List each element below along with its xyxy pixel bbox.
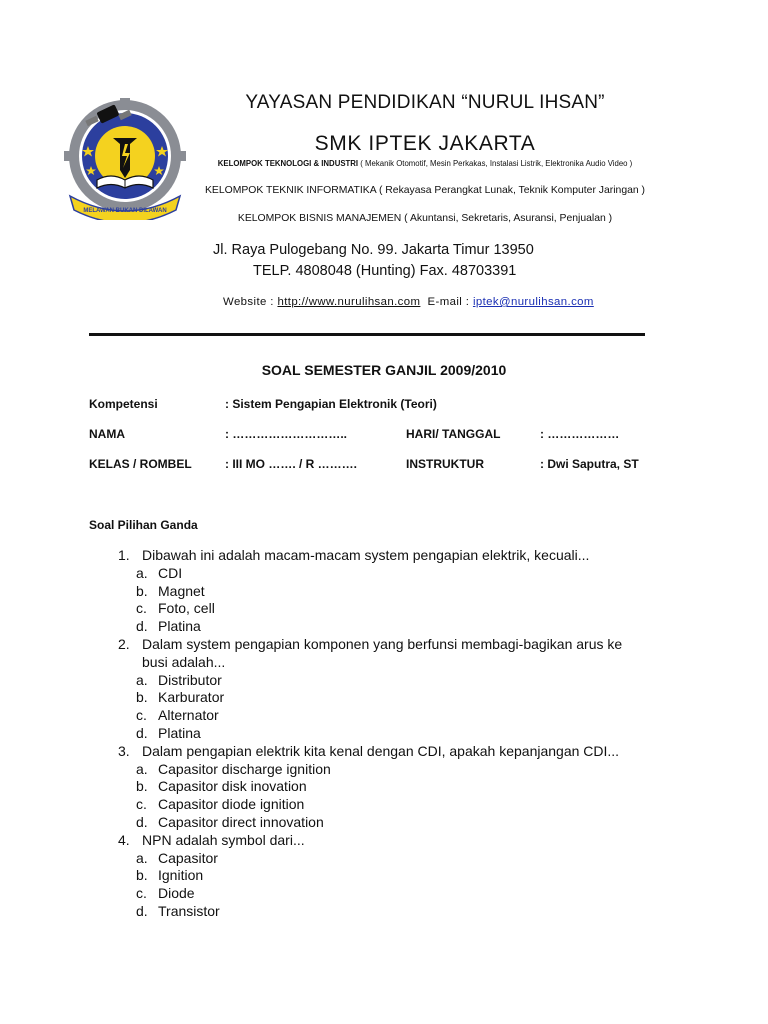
option-letter: b. — [136, 582, 148, 599]
website-link[interactable]: http://www.nurulihsan.com — [277, 296, 421, 308]
email-link[interactable]: iptek@nurulihsan.com — [472, 296, 594, 308]
question-item — [118, 636, 678, 743]
answer-option — [118, 707, 678, 725]
option-letter: a. — [136, 760, 148, 777]
answer-option — [118, 761, 678, 779]
answer-option — [118, 672, 678, 690]
question-number: 1. — [118, 547, 130, 563]
option-text: Diode — [158, 885, 195, 902]
group-business: KELOMPOK BISNIS MANAJEMEN ( Akuntansi, Sekretaris, Asuransi, Penjualan ) — [237, 213, 613, 224]
option-letter: d. — [136, 813, 148, 830]
question-text: Dalam pengapian elektrik kita kenal dengan CDI, apakah kepanjangan CDI... — [142, 742, 620, 759]
foundation-name: YAYASAN PENDIDIKAN “NURUL IHSAN” — [245, 92, 605, 113]
answer-option — [118, 867, 678, 885]
option-text: Capasitor discharge ignition — [158, 760, 331, 777]
answer-option — [118, 618, 678, 636]
address-line: Jl. Raya Pulogebang No. 99. Jakarta Timur 13950 — [213, 242, 534, 258]
kelas-rombel-value: : III MO ……. / R ………. — [225, 457, 357, 471]
school-logo — [64, 98, 186, 220]
option-text: Platina — [158, 618, 201, 635]
option-text: Capasitor direct innovation — [158, 813, 324, 830]
option-text: Foto, cell — [158, 600, 215, 617]
answer-option — [118, 725, 678, 743]
option-letter: d. — [136, 724, 148, 741]
instruktur-value: : Dwi Saputra, ST — [540, 457, 639, 471]
question-item — [118, 743, 678, 832]
question-number: 3. — [118, 742, 130, 759]
question-number: 2. — [118, 635, 130, 652]
option-text: Magnet — [158, 582, 205, 599]
group1-detail: ( Mekanik Otomotif, Mesin Perkakas, Instalasi Listrik, Elektronika Audio Video ) — [360, 159, 633, 168]
answer-option — [118, 903, 678, 921]
option-text: Transistor — [158, 902, 220, 919]
question-row — [118, 636, 678, 654]
instruktur-label: INSTRUKTUR — [406, 457, 484, 471]
nama-value: : ……………………….. — [225, 427, 347, 441]
option-text: Capasitor disk inovation — [158, 778, 307, 795]
group1-label: KELOMPOK TEKNOLOGI & INDUSTRI — [217, 159, 359, 168]
option-letter: c. — [136, 796, 147, 813]
option-letter: b. — [136, 867, 148, 884]
question-text: Dalam system pengapian komponen yang berfunsi membagi-bagikan arus ke — [142, 635, 623, 652]
option-text: CDI — [158, 564, 183, 581]
option-text: Alternator — [158, 707, 219, 724]
kompetensi-value: : Sistem Pengapian Elektronik (Teori) — [225, 397, 437, 411]
answer-option — [118, 583, 678, 601]
option-letter: d. — [136, 902, 148, 919]
option-letter: a. — [136, 849, 148, 866]
option-letter: d. — [136, 618, 148, 635]
question-list — [118, 547, 678, 921]
section-title: Soal Pilihan Ganda — [89, 518, 198, 532]
question-item — [118, 832, 678, 921]
answer-option — [118, 814, 678, 832]
option-text: Capasitor — [158, 849, 218, 866]
answer-option — [118, 600, 678, 618]
question-item — [118, 547, 678, 636]
kelas-rombel-label: KELAS / ROMBEL — [89, 457, 192, 471]
question-row — [118, 832, 678, 850]
option-letter: a. — [136, 564, 148, 581]
school-address — [213, 240, 534, 282]
option-letter: b. — [136, 689, 148, 706]
option-letter: b. — [136, 778, 148, 795]
question-text: NPN adalah symbol dari... — [142, 831, 305, 848]
answer-option — [118, 885, 678, 903]
option-text: Distributor — [158, 671, 222, 688]
option-letter: a. — [136, 671, 148, 688]
answer-option — [118, 796, 678, 814]
contact-line — [223, 296, 594, 308]
answer-option — [118, 850, 678, 868]
school-name: SMK IPTEK JAKARTA — [314, 132, 536, 155]
option-letter: c. — [136, 885, 147, 902]
answer-option — [118, 689, 678, 707]
option-text: Platina — [158, 724, 201, 741]
option-text: Capasitor diode ignition — [158, 796, 305, 813]
question-continuation — [118, 654, 678, 672]
question-number: 4. — [118, 831, 130, 848]
question-row — [118, 547, 678, 565]
hari-tanggal-label: HARI/ TANGGAL — [406, 427, 501, 441]
header-divider — [89, 333, 645, 336]
nama-label: NAMA — [89, 427, 125, 441]
website-label: Website : — [223, 296, 274, 308]
phone-fax-line: TELP. 4808048 (Hunting) Fax. 48703391 — [253, 263, 517, 279]
exam-title: SOAL SEMESTER GANJIL 2009/2010 — [261, 362, 507, 378]
answer-option — [118, 565, 678, 583]
question-text: Dibawah ini adalah macam-macam system pengapian elektrik, kecuali... — [142, 547, 590, 563]
answer-option — [118, 778, 678, 796]
question-text: busi adalah... — [142, 653, 226, 670]
group-technology-industry — [190, 159, 660, 168]
email-label: E-mail : — [427, 296, 470, 308]
option-text: Ignition — [158, 867, 204, 884]
group-informatics: KELOMPOK TEKNIK INFORMATIKA ( Rekayasa Perangkat Lunak, Teknik Komputer Jaringan ) — [204, 185, 646, 196]
svg-text:MELAWAN BUKAN DILAWAN: MELAWAN BUKAN DILAWAN — [83, 208, 167, 214]
option-text: Karburator — [158, 689, 225, 706]
kompetensi-label: Kompetensi — [89, 397, 158, 411]
hari-tanggal-value: : ……………… — [540, 427, 620, 441]
question-row — [118, 743, 678, 761]
option-letter: c. — [136, 600, 147, 617]
option-letter: c. — [136, 707, 147, 724]
